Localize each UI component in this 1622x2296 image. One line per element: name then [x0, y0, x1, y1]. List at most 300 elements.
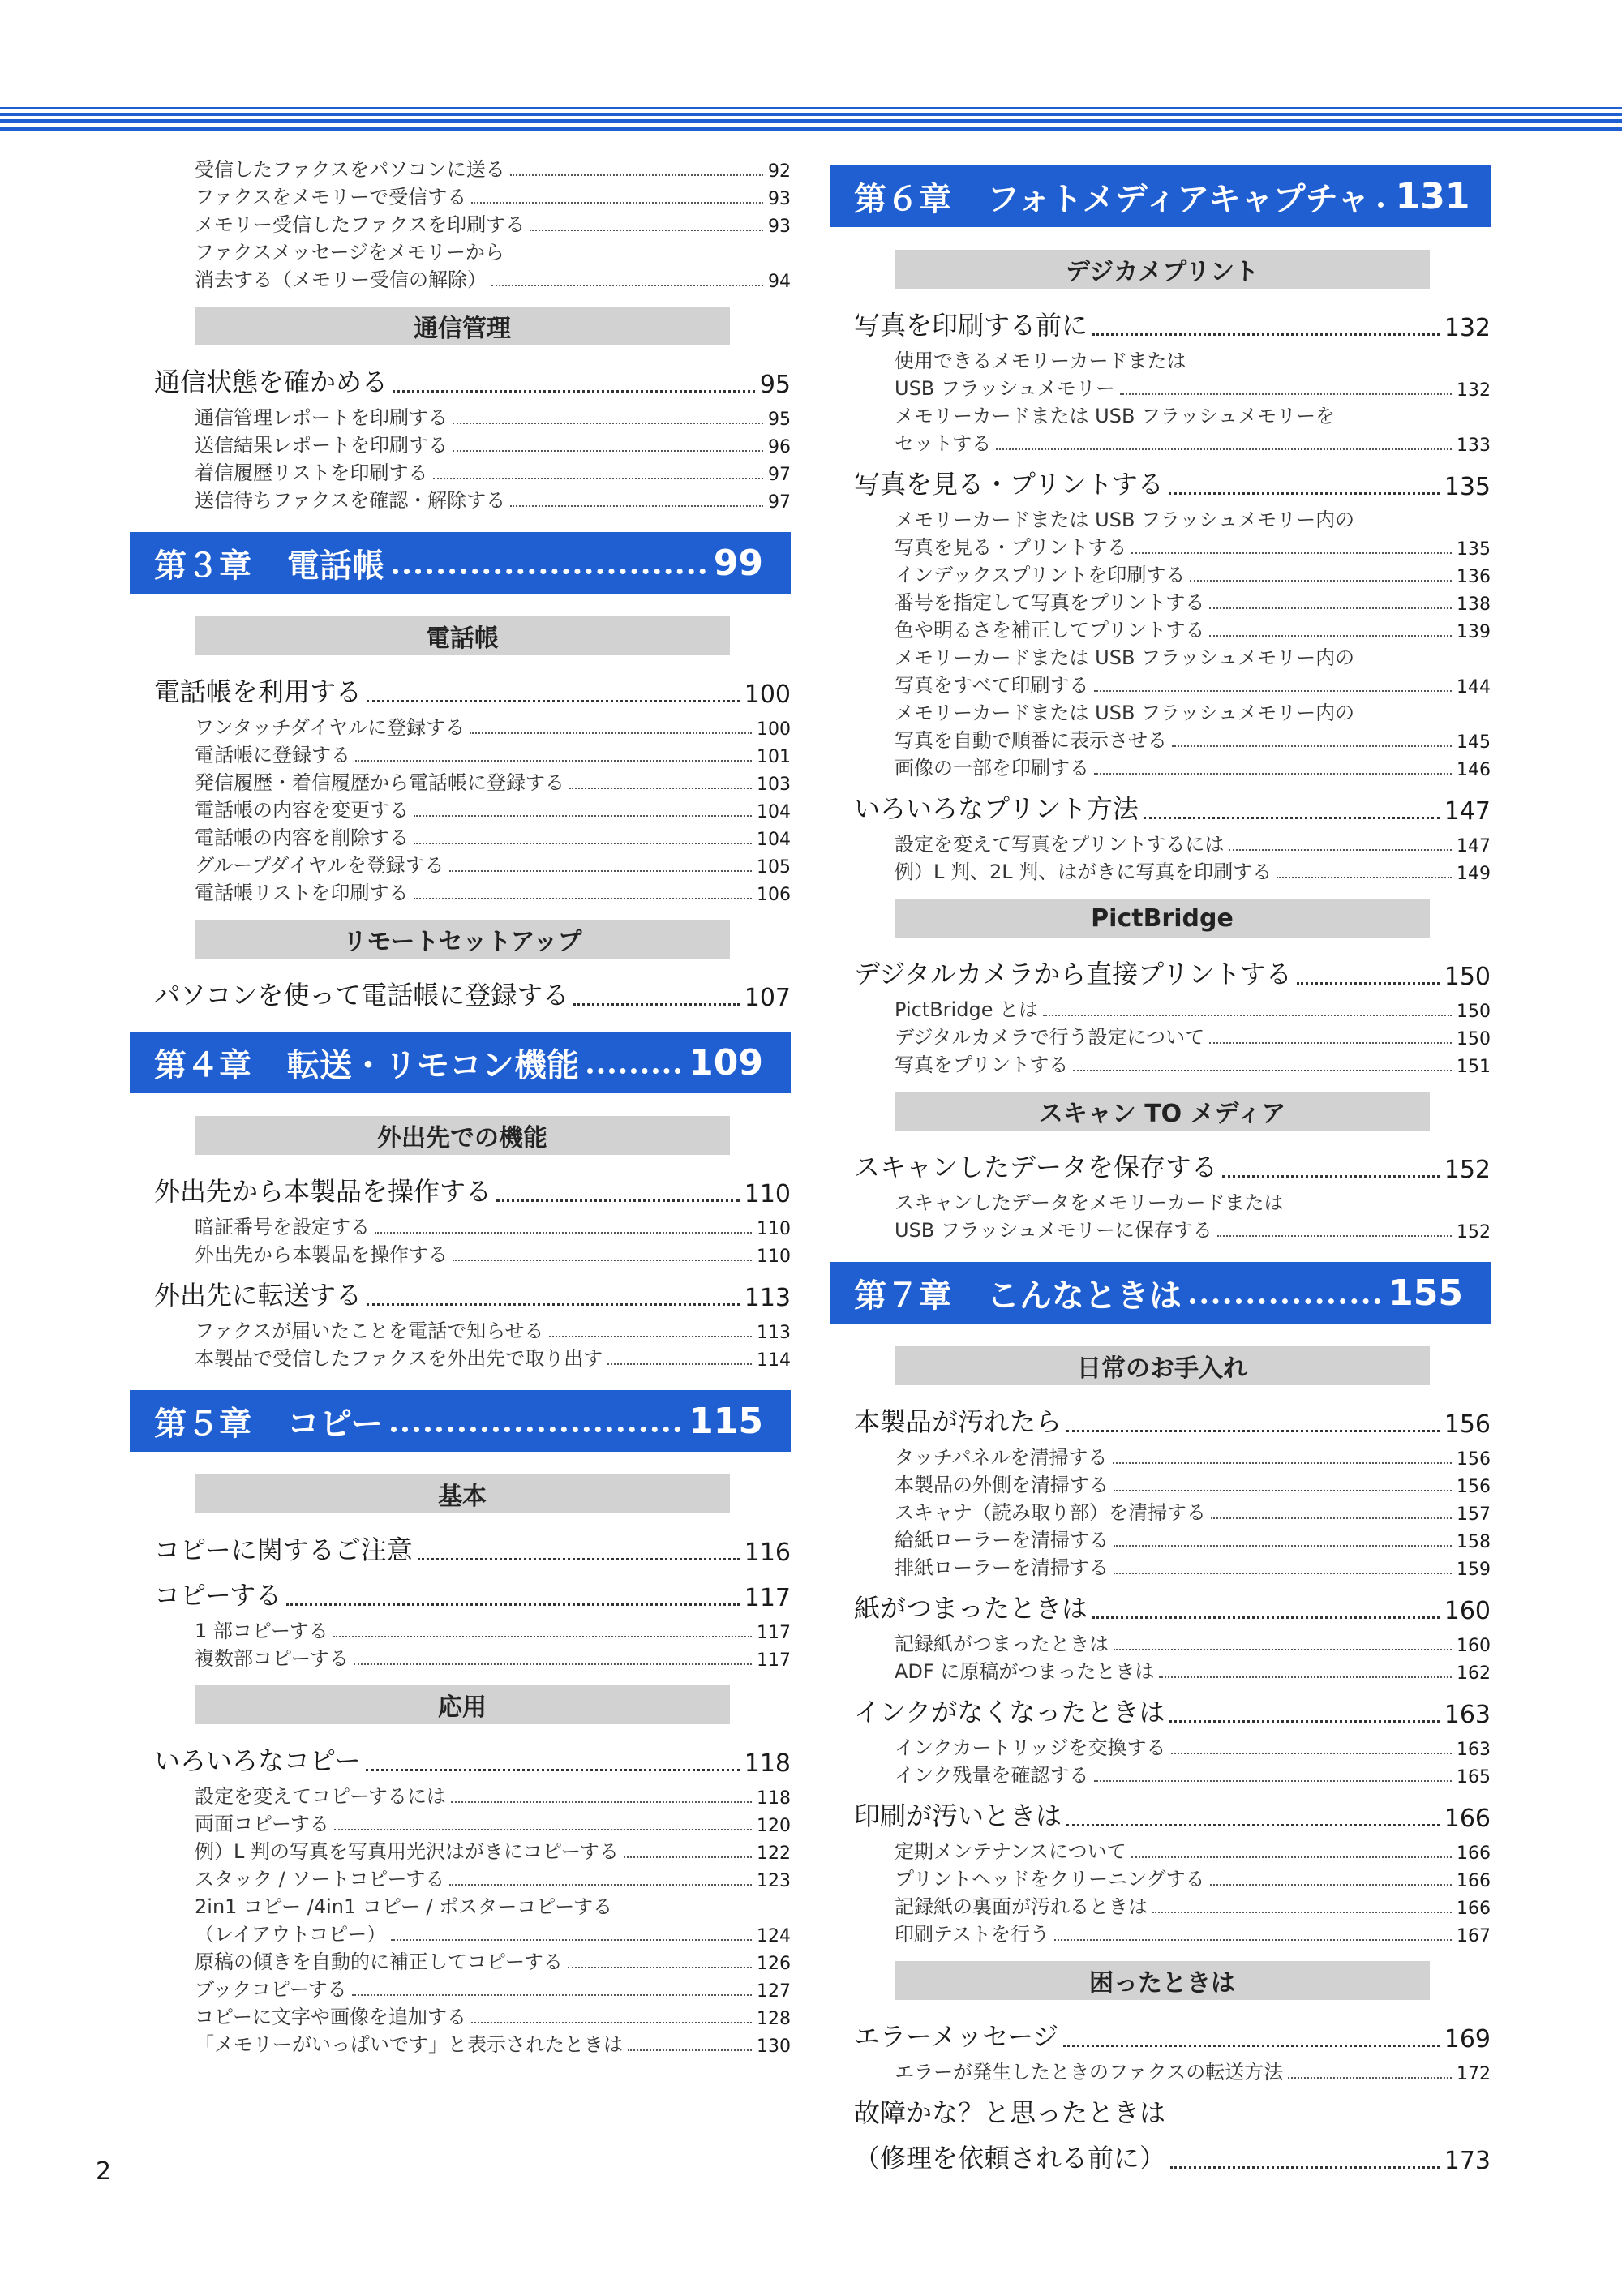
section-header-scan-to-media: スキャン TO メディア	[895, 1092, 1430, 1131]
page-ref: 156	[1444, 1410, 1491, 1439]
item-title: 発信履歴・着信履歴から電話帳に登録する	[195, 771, 564, 794]
item-title: スタック / ソートコピーする	[195, 1868, 445, 1890]
page-ref: 151	[1457, 1057, 1491, 1077]
page-ref: 128	[757, 2009, 791, 2029]
toc-item[interactable]	[895, 1656, 1491, 1684]
item-title: USB フラッシュメモリー	[895, 377, 1115, 400]
page-ref: 166	[1457, 1871, 1491, 1891]
wrapped-last-line[interactable]	[895, 532, 1491, 560]
page-ref: 103	[757, 775, 791, 795]
toc-item[interactable]	[195, 2029, 791, 2057]
item-title: 電話帳リストを印刷する	[195, 882, 409, 904]
leader-dots	[1114, 1545, 1452, 1547]
leader-dots	[1114, 1573, 1452, 1574]
item-title: 両面コピーする	[195, 1813, 329, 1835]
toc-item[interactable]	[195, 767, 791, 795]
wrapped-last-line[interactable]	[854, 2138, 1491, 2175]
wrapped-first-line: メモリーカードまたは USB フラッシュメモリー内の	[895, 646, 1355, 669]
page-ref: 147	[1457, 836, 1491, 856]
page-ref: 150	[1457, 1029, 1491, 1049]
leader-dots	[1152, 1912, 1452, 1913]
wrapped-first-line: メモリーカードまたは USB フラッシュメモリーを	[895, 405, 1336, 427]
wrapped-first-line: メモリーカードまたは USB フラッシュメモリー内の	[895, 509, 1355, 531]
leader-dots	[470, 732, 752, 734]
leader-dots	[1066, 1430, 1440, 1432]
topic-before-print[interactable]	[854, 305, 1491, 342]
section-header-teire: 日常のお手入れ	[895, 1346, 1430, 1385]
leader-dots	[471, 2022, 752, 2023]
topic-paper-jam[interactable]	[854, 1588, 1491, 1625]
page-ref: 160	[1457, 1636, 1491, 1656]
topic-title: エラーメッセージ	[854, 2021, 1059, 2052]
leader-dots	[1114, 1490, 1452, 1491]
leader-dots	[414, 898, 752, 899]
item-title: 記録紙の裏面が汚れるときは	[895, 1895, 1148, 1918]
leader-dots	[286, 1603, 740, 1606]
leader-dots	[334, 1829, 752, 1830]
leader-dots	[1229, 849, 1452, 851]
toc-item[interactable]	[895, 829, 1491, 856]
wrapped-item[interactable]	[830, 345, 1491, 401]
item-title: タッチパネルを清掃する	[895, 1446, 1108, 1469]
leader-dots	[414, 843, 752, 844]
topic-dirty[interactable]	[854, 1401, 1491, 1439]
page-ref: 93	[768, 217, 791, 237]
chapter-4-header[interactable]	[130, 1032, 791, 1093]
leader-dots	[1169, 1720, 1439, 1723]
page-ref: 104	[757, 830, 791, 850]
item-title: 電話帳に登録する	[195, 744, 350, 766]
item-title: 例）L 判、2L 判、はがきに写真を印刷する	[895, 860, 1272, 883]
item-title: グループダイヤルを登録する	[195, 854, 444, 877]
leader-dots	[1277, 877, 1452, 878]
section-header-denwacho: 電話帳	[195, 616, 730, 655]
page-ref: 165	[1457, 1767, 1491, 1787]
topic-various-copy[interactable]	[154, 1740, 791, 1778]
leader-dots	[449, 1884, 752, 1886]
page-ref: 122	[757, 1843, 791, 1864]
wrapped-last-line[interactable]	[195, 1919, 791, 1946]
wrapped-last-line[interactable]	[895, 373, 1491, 401]
toc-item[interactable]	[895, 2057, 1491, 2084]
page-ref: 92	[768, 161, 791, 182]
chapter-page: 99	[713, 542, 763, 584]
page-ref: 104	[757, 802, 791, 822]
chapter-title: 転送・リモコン機能	[287, 1046, 579, 1084]
page-ref: 150	[1457, 1002, 1491, 1022]
topic-remote-operate[interactable]	[154, 1171, 791, 1208]
toc-item[interactable]	[195, 1239, 791, 1267]
wrapped-last-line[interactable]	[895, 1215, 1491, 1242]
topic-ink-empty[interactable]	[854, 1692, 1491, 1729]
leader-dots	[449, 870, 752, 872]
toc-item[interactable]	[895, 856, 1491, 884]
leader-dots	[1209, 1042, 1452, 1044]
wrapped-item[interactable]	[130, 237, 791, 292]
page-ref: 117	[757, 1650, 791, 1671]
toc-item[interactable]	[195, 402, 791, 430]
page-ref: 107	[744, 984, 791, 1012]
toc-item[interactable]	[195, 1809, 791, 1836]
item-title: スキャナ（読み取り部）を清掃する	[895, 1501, 1206, 1524]
wrapped-last-line[interactable]	[195, 264, 791, 292]
topic-forward[interactable]	[154, 1275, 791, 1312]
toc-item[interactable]	[895, 1891, 1491, 1919]
page-ref: 110	[757, 1219, 791, 1239]
toc-item[interactable]	[195, 712, 791, 740]
item-title: ADF に原稿がつまったときは	[895, 1660, 1155, 1683]
section-header-remote-setup: リモートセットアップ	[195, 920, 730, 959]
chapter-5-header[interactable]	[130, 1390, 791, 1452]
chapter-number: 第５章	[154, 1405, 251, 1443]
page-ref: 117	[757, 1623, 791, 1643]
toc-item[interactable]	[195, 1946, 791, 1974]
item-title: エラーが発生したときのファクスの転送方法	[895, 2061, 1284, 2084]
toc-item[interactable]	[195, 1343, 791, 1371]
leader-dots	[1092, 1616, 1440, 1619]
toc-item[interactable]	[195, 1836, 791, 1864]
leader-dots	[1172, 745, 1452, 747]
page-ref: 172	[1457, 2064, 1491, 2084]
topic-print-methods[interactable]	[854, 788, 1491, 826]
toc-item[interactable]	[895, 1629, 1491, 1656]
item-title: 原稿の傾きを自動的に補正してコピーする	[195, 1951, 563, 1973]
leader-dots	[1092, 333, 1440, 336]
leader-dots	[573, 1003, 739, 1006]
topic-view-print[interactable]	[854, 464, 1491, 501]
leader-dots	[1190, 1298, 1380, 1304]
section-header-komatta: 困ったときは	[895, 1961, 1430, 2000]
toc-item[interactable]	[895, 1022, 1491, 1049]
pre-items	[130, 154, 791, 237]
wrapped-item[interactable]	[830, 504, 1491, 560]
toc-item[interactable]	[195, 822, 791, 850]
header-stripes	[0, 107, 1622, 131]
page-ref: 95	[768, 410, 791, 430]
chapter-3-header[interactable]	[130, 532, 791, 594]
chapter-7-header[interactable]	[830, 1262, 1491, 1324]
item-title: 例）L 判の写真を写真用光沢はがきにコピーする	[195, 1840, 619, 1863]
chapter-title: コピー	[287, 1405, 384, 1443]
leader-dots	[1094, 690, 1452, 692]
leader-dots	[491, 285, 763, 286]
page-ref: 166	[1457, 1899, 1491, 1919]
leader-dots	[1043, 1015, 1452, 1016]
page-ref: 146	[1457, 760, 1491, 780]
page-ref: 135	[1444, 473, 1491, 501]
toc-item[interactable]	[195, 1315, 791, 1343]
page-ref: 157	[1457, 1504, 1491, 1525]
leader-dots	[1288, 2077, 1452, 2079]
topic-copy-notes[interactable]	[154, 1530, 791, 1567]
item-title: 排紙ローラーを清掃する	[895, 1556, 1109, 1579]
toc-item[interactable]	[195, 1974, 791, 2002]
page-ref: 145	[1457, 732, 1491, 753]
item-title: 記録紙がつまったときは	[895, 1633, 1109, 1655]
leader-dots	[510, 505, 763, 507]
page-ref: 124	[757, 1926, 791, 1946]
leader-dots	[1159, 1676, 1452, 1678]
wrapped-last-line[interactable]	[895, 428, 1491, 456]
leader-dots	[1211, 1517, 1452, 1519]
toc-item[interactable]	[895, 1049, 1491, 1077]
chapter-6-header[interactable]	[830, 165, 1491, 227]
toc-item[interactable]	[895, 1760, 1491, 1787]
page-ref: 110	[744, 1180, 791, 1208]
item-title: 給紙ローラーを清掃する	[895, 1529, 1109, 1551]
item-title: 設定を変えて写真をプリントするには	[895, 833, 1225, 856]
chapter-page: 109	[689, 1041, 763, 1084]
toc-item[interactable]	[895, 1552, 1491, 1580]
section-header-pictbridge: PictBridge	[895, 899, 1430, 938]
topic-title: 電話帳を利用する	[154, 676, 363, 707]
item-title: 印刷テストを行う	[895, 1923, 1050, 1946]
leader-dots	[624, 1856, 752, 1858]
wrapped-first-line: 使用できるメモリーカードまたは	[895, 350, 1186, 372]
wrapped-first-line: メモリーカードまたは USB フラッシュメモリー内の	[895, 702, 1355, 724]
page-ref: 149	[1457, 864, 1491, 884]
topic-title: 本製品が汚れたら	[854, 1406, 1062, 1437]
toc-item[interactable]	[195, 1643, 791, 1671]
section-header-digicame: デジカメプリント	[895, 250, 1430, 289]
toc-item[interactable]	[895, 994, 1491, 1022]
wrapped-last-line[interactable]	[895, 670, 1491, 697]
wrapped-first-line: ファクスメッセージをメモリーから	[195, 241, 504, 264]
page-ref: 106	[757, 885, 791, 905]
page-ref: 152	[1444, 1156, 1491, 1184]
toc-item[interactable]	[195, 850, 791, 878]
page-ref: 113	[757, 1323, 791, 1343]
leader-dots	[367, 700, 740, 702]
leader-dots	[1144, 817, 1440, 819]
page-ref: 123	[757, 1871, 791, 1891]
toc-item[interactable]	[195, 1781, 791, 1809]
toc-item[interactable]	[895, 1864, 1491, 1891]
item-title: 外出先から本製品を操作する	[195, 1243, 448, 1266]
section-header-tsushin: 通信管理	[195, 307, 730, 345]
page-ref: 138	[1457, 594, 1491, 615]
item-title: 送信待ちファクスを確認・解除する	[195, 489, 506, 512]
item-title: 電話帳の内容を削除する	[195, 826, 409, 849]
toc-item[interactable]	[195, 485, 791, 513]
toc-column-left	[130, 154, 791, 2057]
page-ref: 97	[768, 465, 791, 485]
leader-dots	[1190, 580, 1452, 582]
topic-title: 印刷が汚いときは	[854, 1800, 1062, 1831]
wrapped-item[interactable]	[830, 697, 1491, 753]
toc-item[interactable]	[895, 753, 1491, 780]
toc-column-right	[830, 144, 1491, 2178]
chapter-page: 155	[1388, 1272, 1463, 1314]
wrapped-first-line: スキャンしたデータをメモリーカードまたは	[895, 1191, 1284, 1214]
leader-dots	[391, 1939, 752, 1941]
item-title: 受信したファクスをパソコンに送る	[195, 158, 505, 181]
leader-dots	[1063, 2045, 1439, 2047]
page-ref: 169	[1444, 2025, 1491, 2054]
chapter-title: 電話帳	[287, 547, 384, 585]
page-ref: 118	[757, 1788, 791, 1809]
page-ref: 95	[759, 371, 791, 399]
item-title: 色や明るさを補正してプリントする	[895, 619, 1205, 642]
item-title: 通信管理レポートを印刷する	[195, 406, 448, 429]
toc-item[interactable]	[895, 1525, 1491, 1552]
topic-title: （修理を依頼される前に）	[854, 2143, 1166, 2174]
toc-item[interactable]	[195, 430, 791, 457]
wrapped-first-line: 2in1 コピー /4in1 コピー / ポスターコピーする	[195, 1895, 613, 1918]
leader-dots	[414, 815, 752, 817]
toc-item[interactable]	[895, 615, 1491, 642]
leader-dots	[1222, 1175, 1440, 1178]
leader-dots	[453, 1260, 752, 1261]
chapter-page: 115	[689, 1400, 763, 1442]
item-title: 写真をプリントする	[895, 1054, 1069, 1076]
leader-dots	[1209, 635, 1452, 637]
wrapped-item[interactable]	[830, 642, 1491, 697]
page-ref: 105	[757, 857, 791, 878]
topic-denwacho[interactable]	[154, 672, 791, 709]
item-title: インデックスプリントを印刷する	[895, 564, 1186, 586]
toc-item[interactable]	[195, 878, 791, 905]
toc-item[interactable]	[895, 1497, 1491, 1525]
page-number: 2	[96, 2157, 112, 2186]
leader-dots	[510, 174, 763, 176]
toc-item[interactable]	[895, 1732, 1491, 1760]
toc-item[interactable]	[195, 457, 791, 485]
toc-item[interactable]	[195, 795, 791, 822]
item-title: 本製品の外側を清掃する	[895, 1474, 1109, 1496]
topic-title: いろいろなコピー	[154, 1745, 361, 1776]
leader-dots	[375, 1232, 752, 1234]
item-title: 本製品で受信したファクスを外出先で取り出す	[195, 1347, 603, 1370]
page-ref: 152	[1457, 1222, 1491, 1242]
toc-item[interactable]	[895, 587, 1491, 615]
leader-dots	[453, 450, 763, 452]
toc-item[interactable]	[895, 560, 1491, 587]
leader-dots	[451, 1801, 752, 1803]
toc-item[interactable]	[895, 1442, 1491, 1470]
item-title: セットする	[895, 432, 992, 455]
page-ref: 173	[1444, 2147, 1491, 2175]
toc-item[interactable]	[895, 1919, 1491, 1946]
leader-dots	[367, 1303, 740, 1306]
topic-title: スキャンしたデータを保存する	[854, 1152, 1218, 1182]
leader-dots	[1378, 202, 1388, 208]
page-ref: 101	[757, 747, 791, 767]
page-ref: 97	[768, 492, 791, 513]
topic-copy[interactable]	[154, 1575, 791, 1612]
wrapped-item[interactable]	[830, 1187, 1491, 1242]
toc-item[interactable]	[195, 1212, 791, 1239]
leader-dots	[549, 1336, 752, 1337]
page-ref: 127	[757, 1981, 791, 2002]
page-ref: 114	[757, 1350, 791, 1371]
item-title: 消去する（メモリー受信の解除）	[195, 268, 487, 291]
leader-dots	[530, 230, 763, 231]
item-title: ワンタッチダイヤルに登録する	[195, 716, 466, 739]
item-title: メモリー受信したファクスを印刷する	[195, 213, 526, 236]
toc-item[interactable]	[195, 154, 791, 182]
leader-dots	[1094, 773, 1452, 775]
leader-dots	[568, 1967, 752, 1968]
leader-dots	[393, 390, 755, 393]
page-ref: 116	[744, 1539, 791, 1567]
toc-item[interactable]	[895, 1836, 1491, 1864]
page-ref: 132	[1457, 380, 1491, 401]
item-title: 写真を見る・プリントする	[895, 536, 1127, 559]
item-title: （レイアウトコピー）	[195, 1923, 387, 1946]
item-title: 暗証番号を設定する	[195, 1216, 370, 1238]
leader-dots	[1066, 1824, 1440, 1826]
wrapped-item[interactable]	[130, 1891, 791, 1946]
item-title: インクカートリッジを交換する	[895, 1736, 1166, 1759]
page-ref: 167	[1457, 1926, 1491, 1946]
toc-item[interactable]	[195, 740, 791, 767]
page-ref: 133	[1457, 436, 1491, 456]
leader-dots	[352, 1994, 752, 1996]
topic-print-dirty[interactable]	[854, 1796, 1491, 1833]
item-title: ファクスをメモリーで受信する	[195, 186, 467, 208]
page-ref: 136	[1457, 567, 1491, 587]
page-ref: 150	[1444, 963, 1491, 991]
wrapped-item[interactable]	[830, 401, 1491, 456]
page-ref: 156	[1457, 1477, 1491, 1497]
leader-dots	[996, 448, 1452, 450]
page-ref: 100	[757, 719, 791, 740]
leader-dots	[393, 569, 706, 574]
toc-item[interactable]	[195, 182, 791, 209]
leader-dots	[1209, 607, 1452, 609]
page-ref: 93	[768, 189, 791, 209]
topic-tsushin-status[interactable]	[154, 362, 791, 399]
topic-error-message[interactable]	[854, 2016, 1491, 2054]
page-ref: 160	[1444, 1597, 1491, 1625]
topic-direct-print[interactable]	[854, 954, 1491, 991]
page-ref: 147	[1444, 797, 1491, 826]
leader-dots	[355, 760, 752, 762]
topic-save-scan[interactable]	[854, 1147, 1491, 1184]
leader-dots	[628, 2049, 752, 2051]
leader-dots	[433, 478, 763, 479]
wrapped-last-line[interactable]	[895, 725, 1491, 753]
toc-item[interactable]	[895, 1470, 1491, 1497]
toc-item[interactable]	[195, 2002, 791, 2029]
leader-dots	[1114, 1649, 1452, 1650]
page-ref: 139	[1457, 622, 1491, 642]
leader-dots	[1210, 1884, 1452, 1886]
item-title: 1 部コピーする	[195, 1620, 328, 1642]
page-ref: 156	[1457, 1449, 1491, 1470]
section-header-gaishutsu: 外出先での機能	[195, 1116, 730, 1155]
item-title: 送信結果レポートを印刷する	[195, 434, 448, 457]
topic-remote-setup[interactable]	[154, 975, 791, 1012]
page-ref: 113	[744, 1284, 791, 1312]
section-header-kihon: 基本	[195, 1474, 730, 1513]
leader-dots	[354, 1663, 752, 1665]
toc-item[interactable]	[195, 1616, 791, 1643]
toc-item[interactable]	[195, 209, 791, 237]
leader-dots	[1073, 1070, 1452, 1071]
topic-malfunction[interactable]	[830, 2092, 1491, 2175]
leader-dots	[418, 1558, 740, 1560]
topic-title: デジタルカメラから直接プリントする	[854, 959, 1292, 989]
leader-dots	[391, 1427, 680, 1432]
leader-dots	[1170, 2166, 1440, 2169]
item-title: 写真をすべて印刷する	[895, 674, 1089, 697]
toc-item[interactable]	[195, 1864, 791, 1891]
leader-dots	[1169, 492, 1440, 495]
leader-dots	[1131, 1856, 1452, 1858]
page-ref: 166	[1457, 1843, 1491, 1864]
